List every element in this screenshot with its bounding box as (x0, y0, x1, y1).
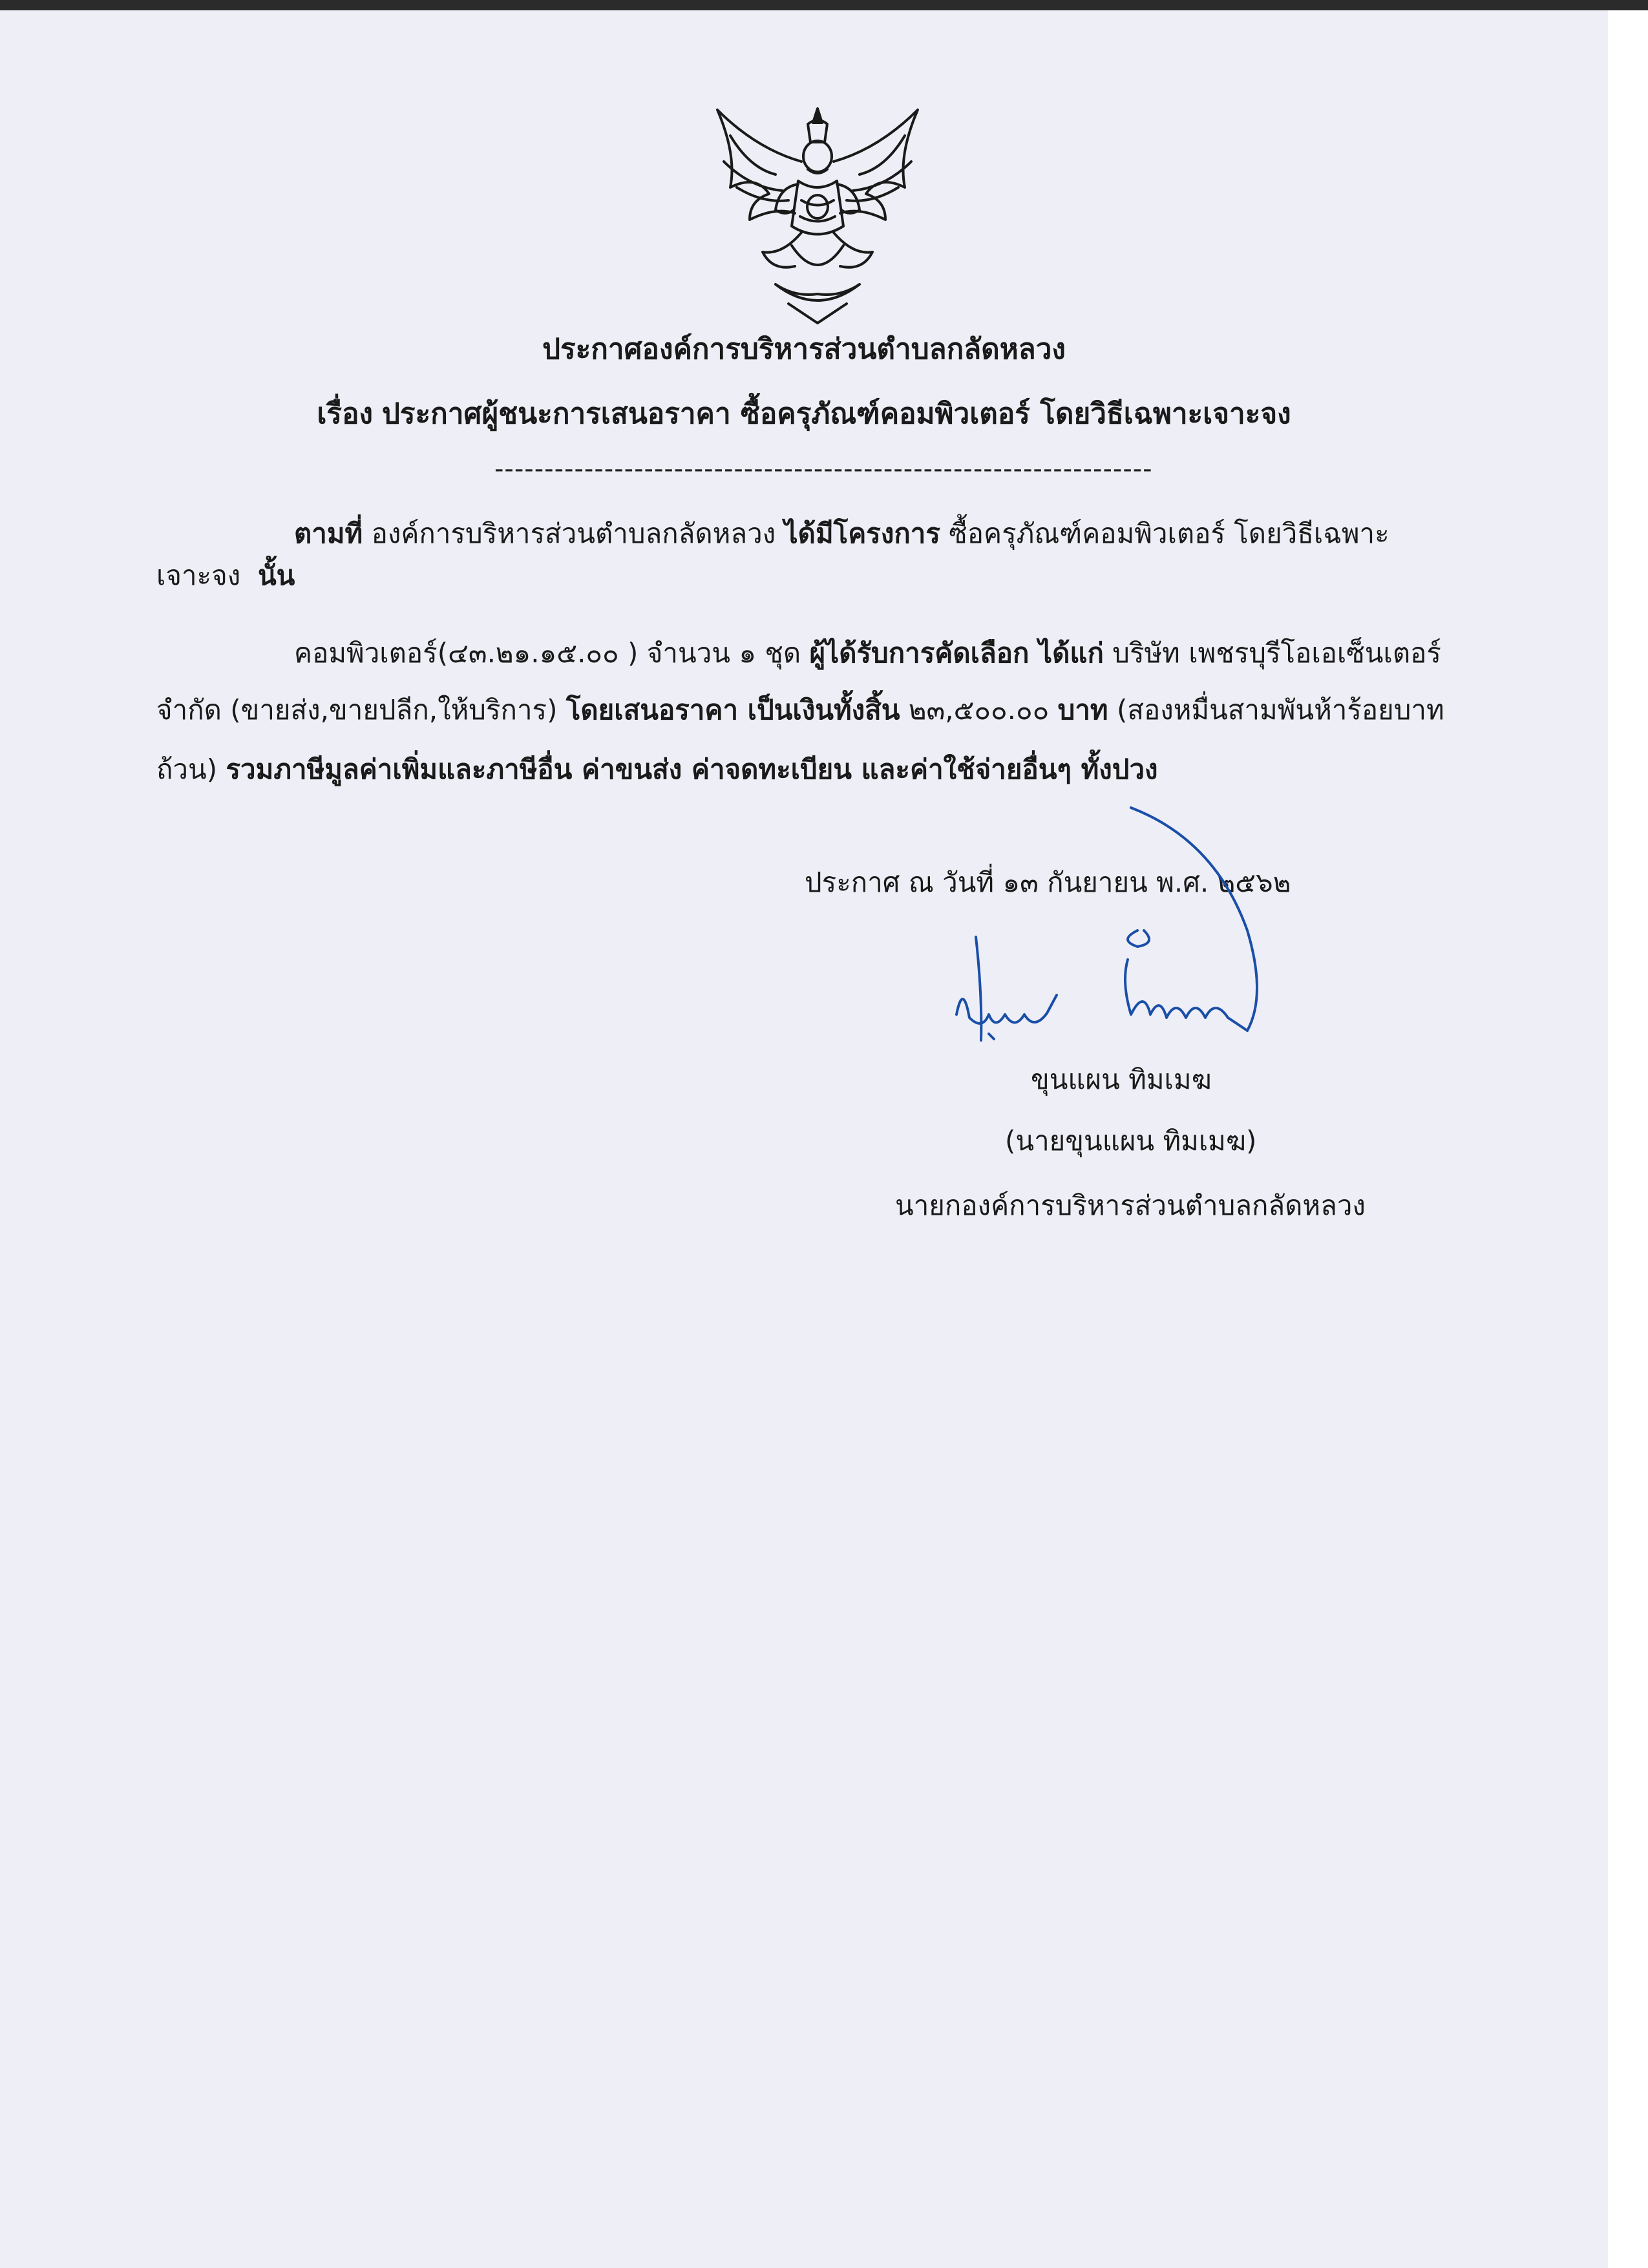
scan-border-right (1608, 10, 1648, 2268)
subject-label: เรื่อง (317, 397, 373, 430)
p1-org: องค์การบริหารส่วนตำบลกลัดหลวง (371, 518, 776, 549)
p2-amount: ๒๓,๕๐๐.๐๐ (908, 694, 1050, 726)
p2-line2b: โดยเสนอราคา เป็นเงินทั้งสิ้น (565, 694, 900, 726)
handwritten-signature-icon (944, 801, 1305, 1060)
separator-line: ------------------------------------------------------------------ (494, 454, 1153, 484)
p1-has: ได้มีโครงการ (784, 518, 940, 549)
signer-full-name: (นายขุนแผน ทิมเมฆ) (1005, 1125, 1257, 1157)
p2-line3a: ถ้วน) (156, 753, 218, 785)
p1-end: นั้น (257, 560, 295, 591)
paragraph-2-line-2 (156, 693, 1444, 727)
announcement-date: ประกาศ ณ วันที่ ๑๓ กันยายน พ.ศ. ๒๕๖๒ (805, 866, 1291, 898)
scan-border-top (0, 0, 1648, 10)
p1-project: ซื้อครุภัณฑ์คอมพิวเตอร์ โดยวิธีเฉพาะ (949, 518, 1389, 549)
signer-position: นายกองค์การบริหารส่วนตำบลกลัดหลวง (895, 1190, 1366, 1221)
paragraph-2-line-3 (156, 753, 1158, 786)
p2-line3b: รวมภาษีมูลค่าเพิ่มและภาษีอื่น ค่าขนส่ง ค่าจดทะเบียน และค่าใช้จ่ายอื่นๆ ทั้งปวง (226, 753, 1158, 785)
paragraph-1-line-2 (156, 559, 295, 593)
p2-item: คอมพิวเตอร์(๔๓.๒๑.๑๕.๐๐ ) จำนวน ๑ ชุด (294, 637, 801, 669)
p2-selected: ผู้ได้รับการคัดเลือก ได้แก่ (809, 637, 1104, 669)
subject-text: ประกาศผู้ชนะการเสนอราคา ซื้อครุภัณฑ์คอมพิวเตอร์ โดยวิธีเฉพาะเจาะจง (381, 397, 1291, 430)
p2-company: บริษัท เพชรบุรีโอเอเซ็นเตอร์ (1112, 637, 1441, 669)
p2-words: (สองหมื่นสามพันห้าร้อยบาท (1116, 694, 1444, 726)
document-title: ประกาศองค์การบริหารส่วนตำบลกลัดหลวง (542, 333, 1066, 366)
p2-line2a: จำกัด (ขายส่ง,ขายปลีก,ให้บริการ) (156, 694, 558, 726)
paragraph-2-line-1 (294, 636, 1441, 670)
p2-baht: บาท (1057, 694, 1108, 726)
signer-name: ขุนแผน ทิมเมฆ (1031, 1064, 1212, 1095)
p1-line2: เจาะจง (156, 560, 241, 591)
p1-lead: ตามที่ (294, 518, 363, 549)
document-subject (0, 397, 1608, 431)
garuda-emblem-icon (711, 97, 924, 330)
paragraph-1-line-1 (294, 517, 1389, 551)
